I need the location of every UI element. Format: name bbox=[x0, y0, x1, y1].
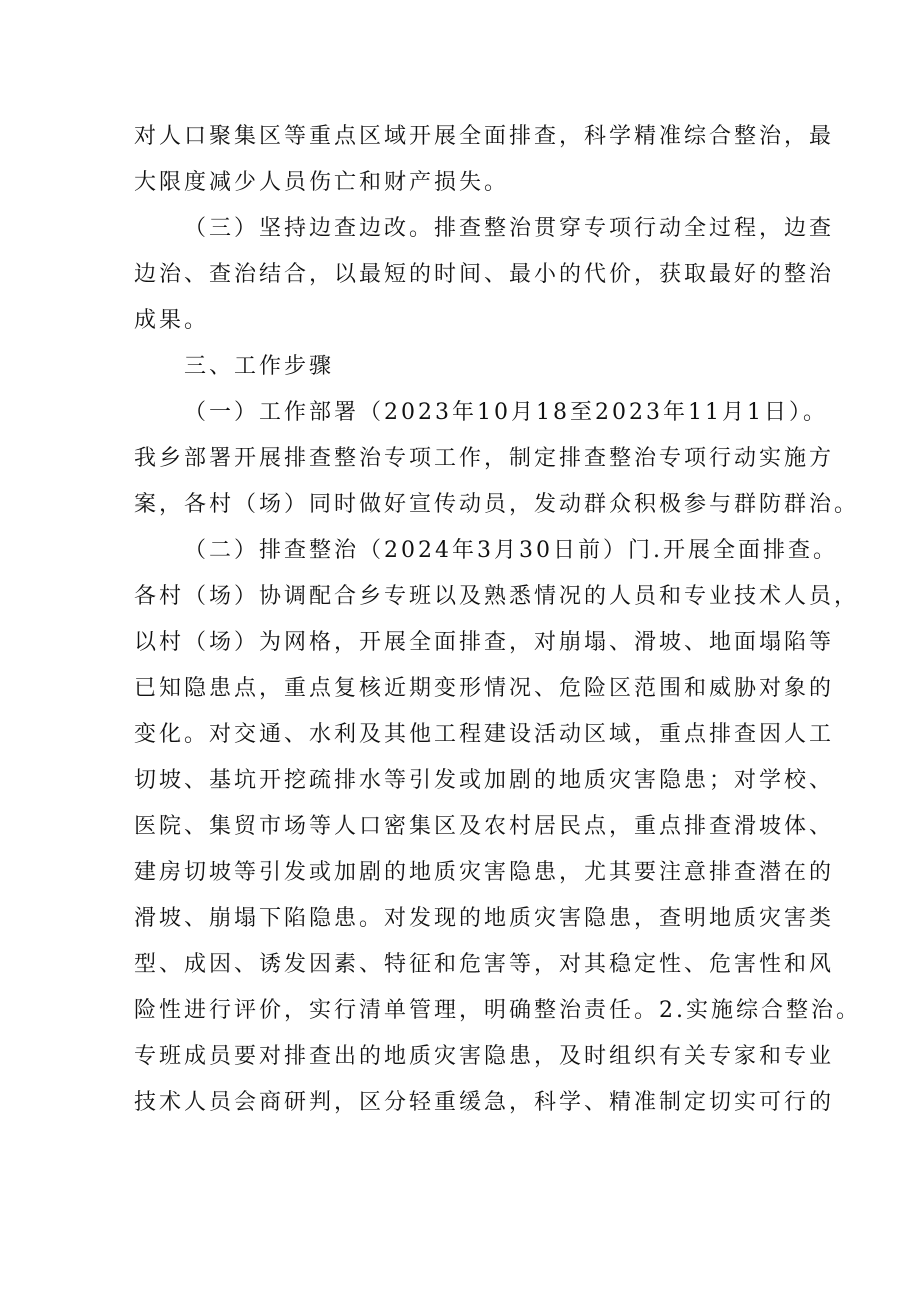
text-line-22: 技术人员会商研判，区分轻重缓急，科学、精准制定切实可行的 bbox=[134, 1090, 835, 1115]
document-body bbox=[134, 114, 861, 1126]
section-heading: 三、工作步骤 bbox=[184, 354, 335, 379]
text-line-8: 我乡部署开展排查整治专项工作，制定排查整治专项行动实施方 bbox=[134, 446, 835, 471]
text-line-10: （二）排查整治（2024年3月30日前）门.开展全面排查。 bbox=[184, 538, 838, 563]
text-line-19: 型、成因、诱发因素、特征和危害等，对其稳定性、危害性和风 bbox=[134, 952, 835, 977]
text-line-13: 已知隐患点，重点复核近期变形情况、危险区范围和威胁对象的 bbox=[134, 676, 835, 701]
text-line-12: 以村（场）为网格，开展全面排查，对崩塌、滑坡、地面塌陷等 bbox=[134, 630, 835, 655]
text-line-17: 建房切坡等引发或加剧的地质灾害隐患，尤其要注意排查潜在的 bbox=[134, 860, 835, 885]
text-line-20: 险性进行评价，实行清单管理，明确整治责任。2.实施综合整治。 bbox=[134, 998, 861, 1023]
text-line-16: 医院、集贸市场等人口密集区及农村居民点，重点排查滑坡体、 bbox=[134, 814, 835, 839]
text-line-9: 案，各村（场）同时做好宣传动员，发动群众积极参与群防群治。 bbox=[134, 492, 860, 517]
text-line-5: 成果。 bbox=[134, 308, 210, 333]
text-line-21: 专班成员要对排查出的地质灾害隐患，及时组织有关专家和专业 bbox=[134, 1044, 835, 1069]
text-line-2: 大限度减少人员伤亡和财产损失。 bbox=[134, 170, 510, 195]
text-line-3: （三）坚持边查边改。排查整治贯穿专项行动全过程，边查 bbox=[184, 216, 835, 241]
text-line-4: 边治、查治结合，以最短的时间、最小的代价，获取最好的整治 bbox=[134, 262, 835, 287]
text-line-7: （一）工作部署（2023年10月18至2023年11月1日）。 bbox=[184, 400, 828, 425]
text-line-14: 变化。对交通、水利及其他工程建设活动区域，重点排查因人工 bbox=[134, 722, 835, 747]
text-line-18: 滑坡、崩塌下陷隐患。对发现的地质灾害隐患，查明地质灾害类 bbox=[134, 906, 835, 931]
text-line-1: 对人口聚集区等重点区域开展全面排查，科学精准综合整治，最 bbox=[134, 124, 835, 149]
text-line-11: 各村（场）协调配合乡专班以及熟悉情况的人员和专业技术人员， bbox=[134, 584, 860, 609]
text-line-15: 切坡、基坑开挖疏排水等引发或加剧的地质灾害隐患；对学校、 bbox=[134, 768, 835, 793]
